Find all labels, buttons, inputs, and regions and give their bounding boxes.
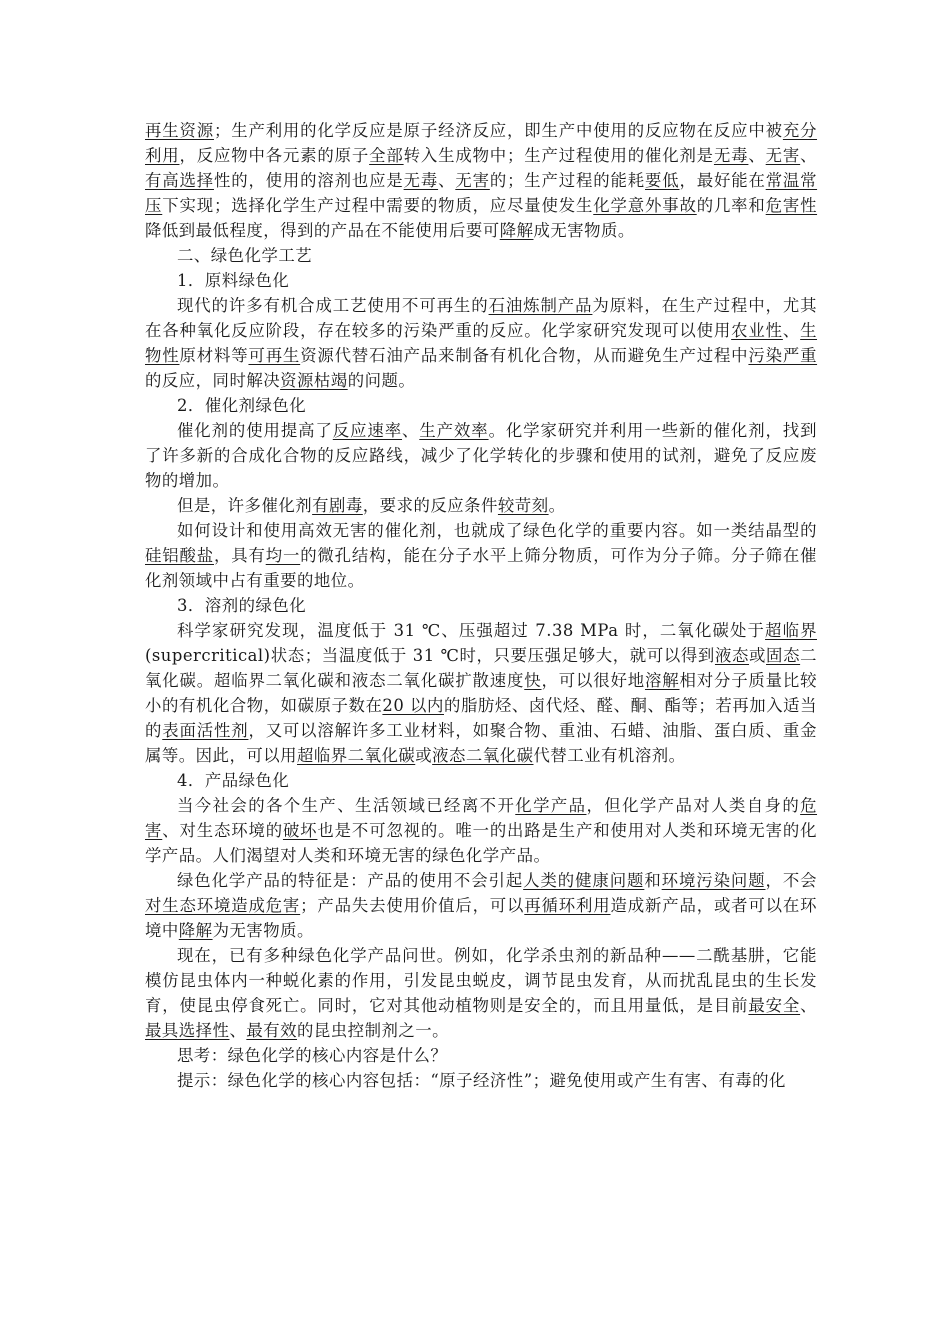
paragraph-p3 <box>145 493 817 518</box>
text-run: 二氧化碳。超临界二氧化碳和液态二氧化碳扩散速度 <box>145 646 817 690</box>
text-run: 成无害物质。 <box>533 221 635 240</box>
underlined-term: 降解 <box>178 921 213 940</box>
underlined-term: 超临界二氧化碳 <box>297 746 416 765</box>
text-run: 催化剂的使用提高了 <box>177 421 333 440</box>
underlined-term: 环境污染问题 <box>661 871 766 890</box>
heading-h-2-3 <box>145 593 817 618</box>
text-run: 代替工业有机溶剂。 <box>533 746 686 765</box>
underlined-term: 无毒 <box>403 171 439 190</box>
underlined-term: 资源枯竭 <box>280 371 348 390</box>
text-run: 。 <box>548 496 566 515</box>
heading-h-2 <box>145 243 817 268</box>
text-run: 1．原料绿色化 <box>177 271 290 290</box>
text-run: 下实现；选择化学生产过程中需要的物质，应尽量使发生 <box>162 196 594 215</box>
underlined-term: 最具选择性 <box>145 1021 230 1040</box>
text-run: 。化学家研究并利用一些新的催化剂，找到了许多新的合成化合物的反应路线，减少了化学转化的步骤和使用的试剂，避免了反应废物的增加。 <box>145 421 818 490</box>
text-run: ，不会 <box>765 871 818 890</box>
underlined-term: 污染严重 <box>748 346 818 365</box>
underlined-term: 化学意外事故 <box>593 196 697 215</box>
underlined-term: 快 <box>524 671 542 690</box>
underlined-term: 溶解 <box>644 671 680 690</box>
paragraph-p10 <box>145 1068 817 1093</box>
text-run: (supercritical)状态；当温度低于 31 ℃时，只要压强足够大，就可以得到 <box>145 646 715 665</box>
paragraph-p1 <box>145 293 817 393</box>
text-run: ；生产利用的化学反应是原子经济反应，即生产中使用的反应物在反应中被 <box>213 121 783 140</box>
underlined-term: 最有效 <box>246 1021 298 1040</box>
text-run: 、 <box>229 1021 247 1040</box>
text-run: 或 <box>749 646 767 665</box>
underlined-term: 人类的健康问题 <box>523 871 645 890</box>
underlined-term: 全部 <box>369 146 404 165</box>
text-run: 、 <box>782 321 801 340</box>
text-run: ；产品失去使用价值后，可以 <box>300 896 525 915</box>
text-run: ，但化学产品对人类自身的 <box>586 796 801 815</box>
underlined-term: 石油炼制产品 <box>488 296 593 315</box>
underlined-term: 再循环利用 <box>524 896 611 915</box>
text-run: 相对分子质量比较小的有机化合物，如碳原子数在 <box>145 671 818 715</box>
text-run: 转入生成物中；生产过程使用的催化剂是 <box>403 146 714 165</box>
text-run: 的反应，同时解决 <box>145 371 281 390</box>
text-run: ，反应物中各元素的原子 <box>179 146 370 165</box>
underlined-term: 生物性 <box>145 321 818 365</box>
underlined-term: 可再生 <box>248 346 301 365</box>
text-run: ，可以很好地 <box>541 671 645 690</box>
text-run: 绿色化学产品的特征是：产品的使用不会引起 <box>177 871 524 890</box>
underlined-term: 常温常压 <box>145 171 818 215</box>
underlined-term: 破坏 <box>282 821 318 840</box>
underlined-term: 20 以内 <box>382 696 444 715</box>
text-run: 的问题。 <box>347 371 416 390</box>
text-run: 性的，使用的溶剂也应是 <box>213 171 404 190</box>
underlined-term: 危害性 <box>765 196 818 215</box>
text-run: 如何设计和使用高效无害的催化剂，也就成了绿色化学的重要内容。如一类结晶型的 <box>177 521 817 540</box>
text-run: 当今社会的各个生产、生活领域已经离不开 <box>177 796 516 815</box>
text-run: 的脂肪烃、卤代烃、醛、酮、酯等；若再加入适当的 <box>145 696 818 740</box>
underlined-term: 有高选择 <box>145 171 214 190</box>
underlined-term: 充分利用 <box>145 121 818 165</box>
underlined-term: 液态二氧化碳 <box>432 746 534 765</box>
text-run: 原材料等 <box>179 346 249 365</box>
text-run: 3．溶剂的绿色化 <box>177 596 307 615</box>
text-run: 造成新产品，或者可以在环境中 <box>145 896 818 940</box>
text-run: ，最好能在 <box>679 171 766 190</box>
paragraph-p0 <box>145 118 817 243</box>
text-run: 、对生态环境的 <box>162 821 283 840</box>
heading-h-2-4 <box>145 768 817 793</box>
underlined-term: 反应速率 <box>332 421 403 440</box>
text-run: ，具有 <box>213 546 266 565</box>
document-page <box>145 118 817 1093</box>
text-run: 资源代替石油产品来制备有机化合物，从而避免生产过程中 <box>300 346 749 365</box>
text-run: 2．催化剂绿色化 <box>177 396 307 415</box>
text-run: 现在，已有多种绿色化学产品问世。例如，化学杀虫剂的新品种——二酰基肼，它能模仿昆虫体内一种蜕化素的作用，引发昆虫蜕皮，调节昆虫发育，从而扰乱昆虫的生长发育，使昆虫停食死亡。同时，它对其他动植物则是安全的，而且用量低，是目前 <box>145 946 817 1015</box>
underlined-term: 生产效率 <box>419 421 489 440</box>
text-run: 、 <box>748 146 766 165</box>
text-run: 的微孔结构，能在分子水平上筛分物质，可作为分子筛。分子筛在催化剂领域中占有重要的地位。 <box>145 546 818 590</box>
text-run: 降低到最低程度，得到的产品在不能使用后要可 <box>145 221 500 240</box>
text-run: 提示：绿色化学的核心内容包括：“原子经济性”；避免使用或产生有害、有毒的化 <box>177 1071 786 1090</box>
underlined-term: 硅铝酸盐 <box>145 546 214 565</box>
text-run: 思考：绿色化学的核心内容是什么？ <box>177 1046 448 1065</box>
paragraph-p8 <box>145 943 817 1043</box>
underlined-term: 化学产品 <box>515 796 587 815</box>
text-run: 为原料，在生产过程中，尤其在各种氧化反应阶段，存在较多的污染严重的反应。化学家研究发现可以使用 <box>145 296 818 340</box>
heading-h-2-1 <box>145 268 817 293</box>
text-run: 、 <box>800 996 818 1015</box>
paragraph-p2 <box>145 418 817 493</box>
paragraph-p5 <box>145 618 817 768</box>
underlined-term: 对生态环境造成危害 <box>145 896 301 915</box>
text-run: 的昆虫控制剂之一。 <box>297 1021 450 1040</box>
underlined-term: 再生资源 <box>145 121 214 140</box>
text-run: 4．产品绿色化 <box>177 771 290 790</box>
heading-h-2-2 <box>145 393 817 418</box>
underlined-term: 无害 <box>765 146 801 165</box>
text-run: 二、绿色化学工艺 <box>177 246 313 265</box>
text-run: ，又可以溶解许多工业材料，如聚合物、重油、石蜡、油脂、蛋白质、重金属等。因此，可以用 <box>145 721 818 765</box>
text-run: 、 <box>438 171 456 190</box>
underlined-term: 液态 <box>714 646 750 665</box>
underlined-term: 均一 <box>265 546 301 565</box>
underlined-term: 有剧毒 <box>312 496 363 515</box>
underlined-term: 最安全 <box>748 996 801 1015</box>
underlined-term: 较苛刻 <box>497 496 549 515</box>
text-run: 、 <box>402 421 420 440</box>
underlined-term: 固态 <box>766 646 801 665</box>
text-run: 现代的许多有机合成工艺使用不可再生的 <box>177 296 489 315</box>
text-run: ，要求的反应条件 <box>362 496 498 515</box>
underlined-term: 无毒 <box>713 146 749 165</box>
text-run: 和 <box>644 871 662 890</box>
underlined-term: 无害 <box>455 171 490 190</box>
paragraph-p7 <box>145 868 817 943</box>
text-run: 的；生产过程的能耗 <box>489 171 645 190</box>
paragraph-p4 <box>145 518 817 593</box>
text-run: 科学家研究发现，温度低于 31 ℃、压强超过 7.38 MPa 时，二氧化碳处于 <box>177 621 766 640</box>
underlined-term: 超临界 <box>765 621 817 640</box>
text-run: 但是，许多催化剂 <box>177 496 313 515</box>
underlined-term: 农业性 <box>731 321 783 340</box>
text-run: 、 <box>800 146 818 165</box>
text-run: 的几率和 <box>696 196 766 215</box>
paragraph-p9 <box>145 1043 817 1068</box>
text-run: 也是不可忽视的。唯一的出路是生产和使用对人类和环境无害的化学产品。人们渴望对人类和环境无害的绿色化学产品。 <box>145 821 818 865</box>
text-run: 为无害物质。 <box>212 921 314 940</box>
underlined-term: 表面活性剂 <box>162 721 249 740</box>
underlined-term: 危害 <box>145 796 818 840</box>
paragraph-p6 <box>145 793 817 868</box>
underlined-term: 要低 <box>645 171 680 190</box>
underlined-term: 降解 <box>499 221 534 240</box>
text-run: 或 <box>415 746 433 765</box>
